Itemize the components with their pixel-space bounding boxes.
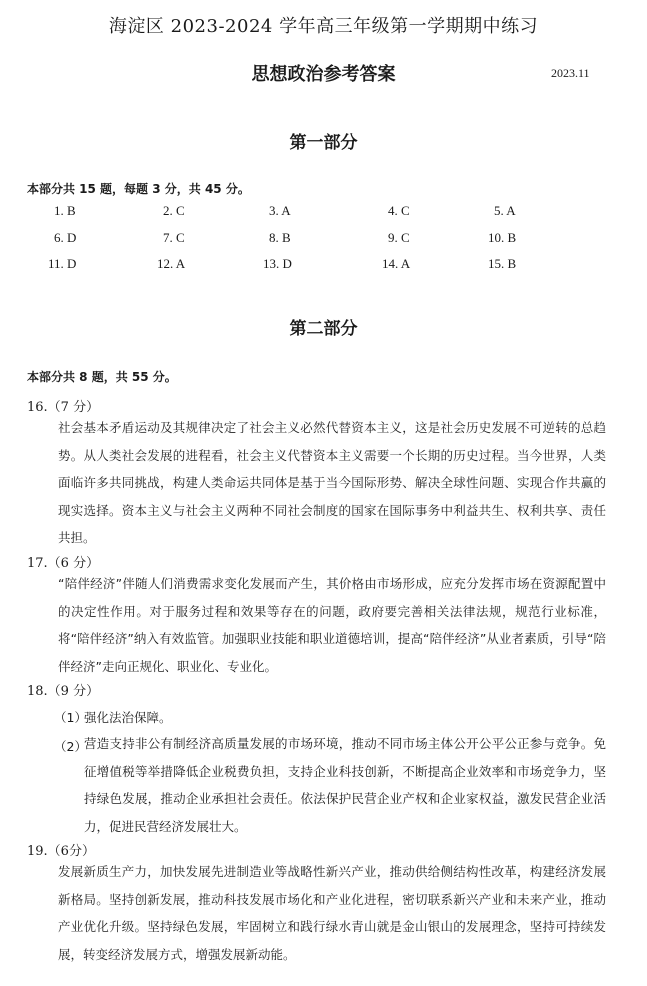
answer-item: 5. A bbox=[494, 203, 516, 218]
answer-item: 7. C bbox=[163, 230, 185, 245]
document-title: 海淀区 2023-2024 学年高三年级第一学期期中练习 bbox=[108, 16, 539, 37]
answer-item: 8. B bbox=[269, 230, 291, 245]
question-18-label: 18.（9 分） bbox=[27, 684, 100, 699]
question-18-item1-number: （1） bbox=[54, 710, 87, 725]
answer-item: 13. D bbox=[263, 256, 292, 271]
question-19-label: 19.（6分） bbox=[27, 844, 95, 859]
part1-note: 本部分共 15 题，每题 3 分，共 45 分。 bbox=[27, 182, 250, 196]
answer-item: 14. A bbox=[382, 256, 411, 271]
question-18-item2-text: 营造支持非公有制经济高质量发展的市场环境，推动不同市场主体公开公平公正参与竞争。免征增值税等举措降低企业税费负担，支持企业科技创新，不断提高企业效率和市场竞争力，坚持绿色发展，推动企业承担社会责任。依法保护民营企业产权和企业家权益，激发民营企业活力，促进民营经济发展壮大。 bbox=[84, 736, 606, 834]
part2-heading: 第二部分 bbox=[289, 319, 358, 339]
document-date: 2023.11 bbox=[551, 66, 590, 80]
question-16-label: 16.（7 分） bbox=[27, 400, 100, 415]
document-subtitle: 思想政治参考答案 bbox=[251, 64, 396, 85]
answer-item: 15. B bbox=[488, 256, 517, 271]
answer-item: 3. A bbox=[269, 203, 291, 218]
question-18-item2-number: （2） bbox=[54, 739, 87, 754]
part2-note: 本部分共 8 题，共 55 分。 bbox=[27, 370, 177, 384]
answer-item: 10. B bbox=[488, 230, 517, 245]
question-19-answer: 发展新质生产力，加快发展先进制造业等战略性新兴产业，推动供给侧结构性改革，构建经济发展新格局。坚持创新发展，推动科技发展市场化和产业化进程，密切联系新兴产业和未来产业，推动产业优化升级。坚持绿色发展，牢固树立和践行绿水青山就是金山银山的发展理念，坚持可持续发展，转变经济发展方式，增强发展新动能。 bbox=[58, 864, 606, 962]
part1-heading: 第一部分 bbox=[289, 133, 358, 153]
answer-item: 2. C bbox=[163, 203, 185, 218]
answer-item: 11. D bbox=[48, 256, 77, 271]
answer-item: 9. C bbox=[388, 230, 410, 245]
answer-item: 1. B bbox=[54, 203, 76, 218]
question-17-answer: “陪伴经济”伴随人们消费需求变化发展而产生，其价格由市场形成，应充分发挥市场在资源配置中的决定性作用。对于服务过程和效果等存在的问题，政府要完善相关法律法规，规范行业标准，将“陪伴经济”纳入有效监管。加强职业技能和职业道德培训，提高“陪伴经济”从业者素质，引导“陪伴经济”走向正规化、职业化、专业化。 bbox=[58, 576, 606, 674]
question-16-answer: 社会基本矛盾运动及其规律决定了社会主义必然代替资本主义，这是社会历史发展不可逆转的总趋势。从人类社会发展的进程看，社会主义代替资本主义需要一个长期的历史过程。当今世界，人类面临许多共同挑战，构建人类命运共同体是基于当今国际形势、解决全球性问题、实现合作共赢的现实选择。资本主义与社会主义两种不同社会制度的国家在国际事务中利益共生、权利共享、责任共担。 bbox=[58, 420, 606, 545]
question-18-item1-text: 强化法治保障。 bbox=[84, 710, 172, 725]
answer-item: 6. D bbox=[54, 230, 77, 245]
answer-item: 12. A bbox=[157, 256, 186, 271]
question-17-label: 17.（6 分） bbox=[27, 556, 100, 571]
answer-item: 4. C bbox=[388, 203, 410, 218]
